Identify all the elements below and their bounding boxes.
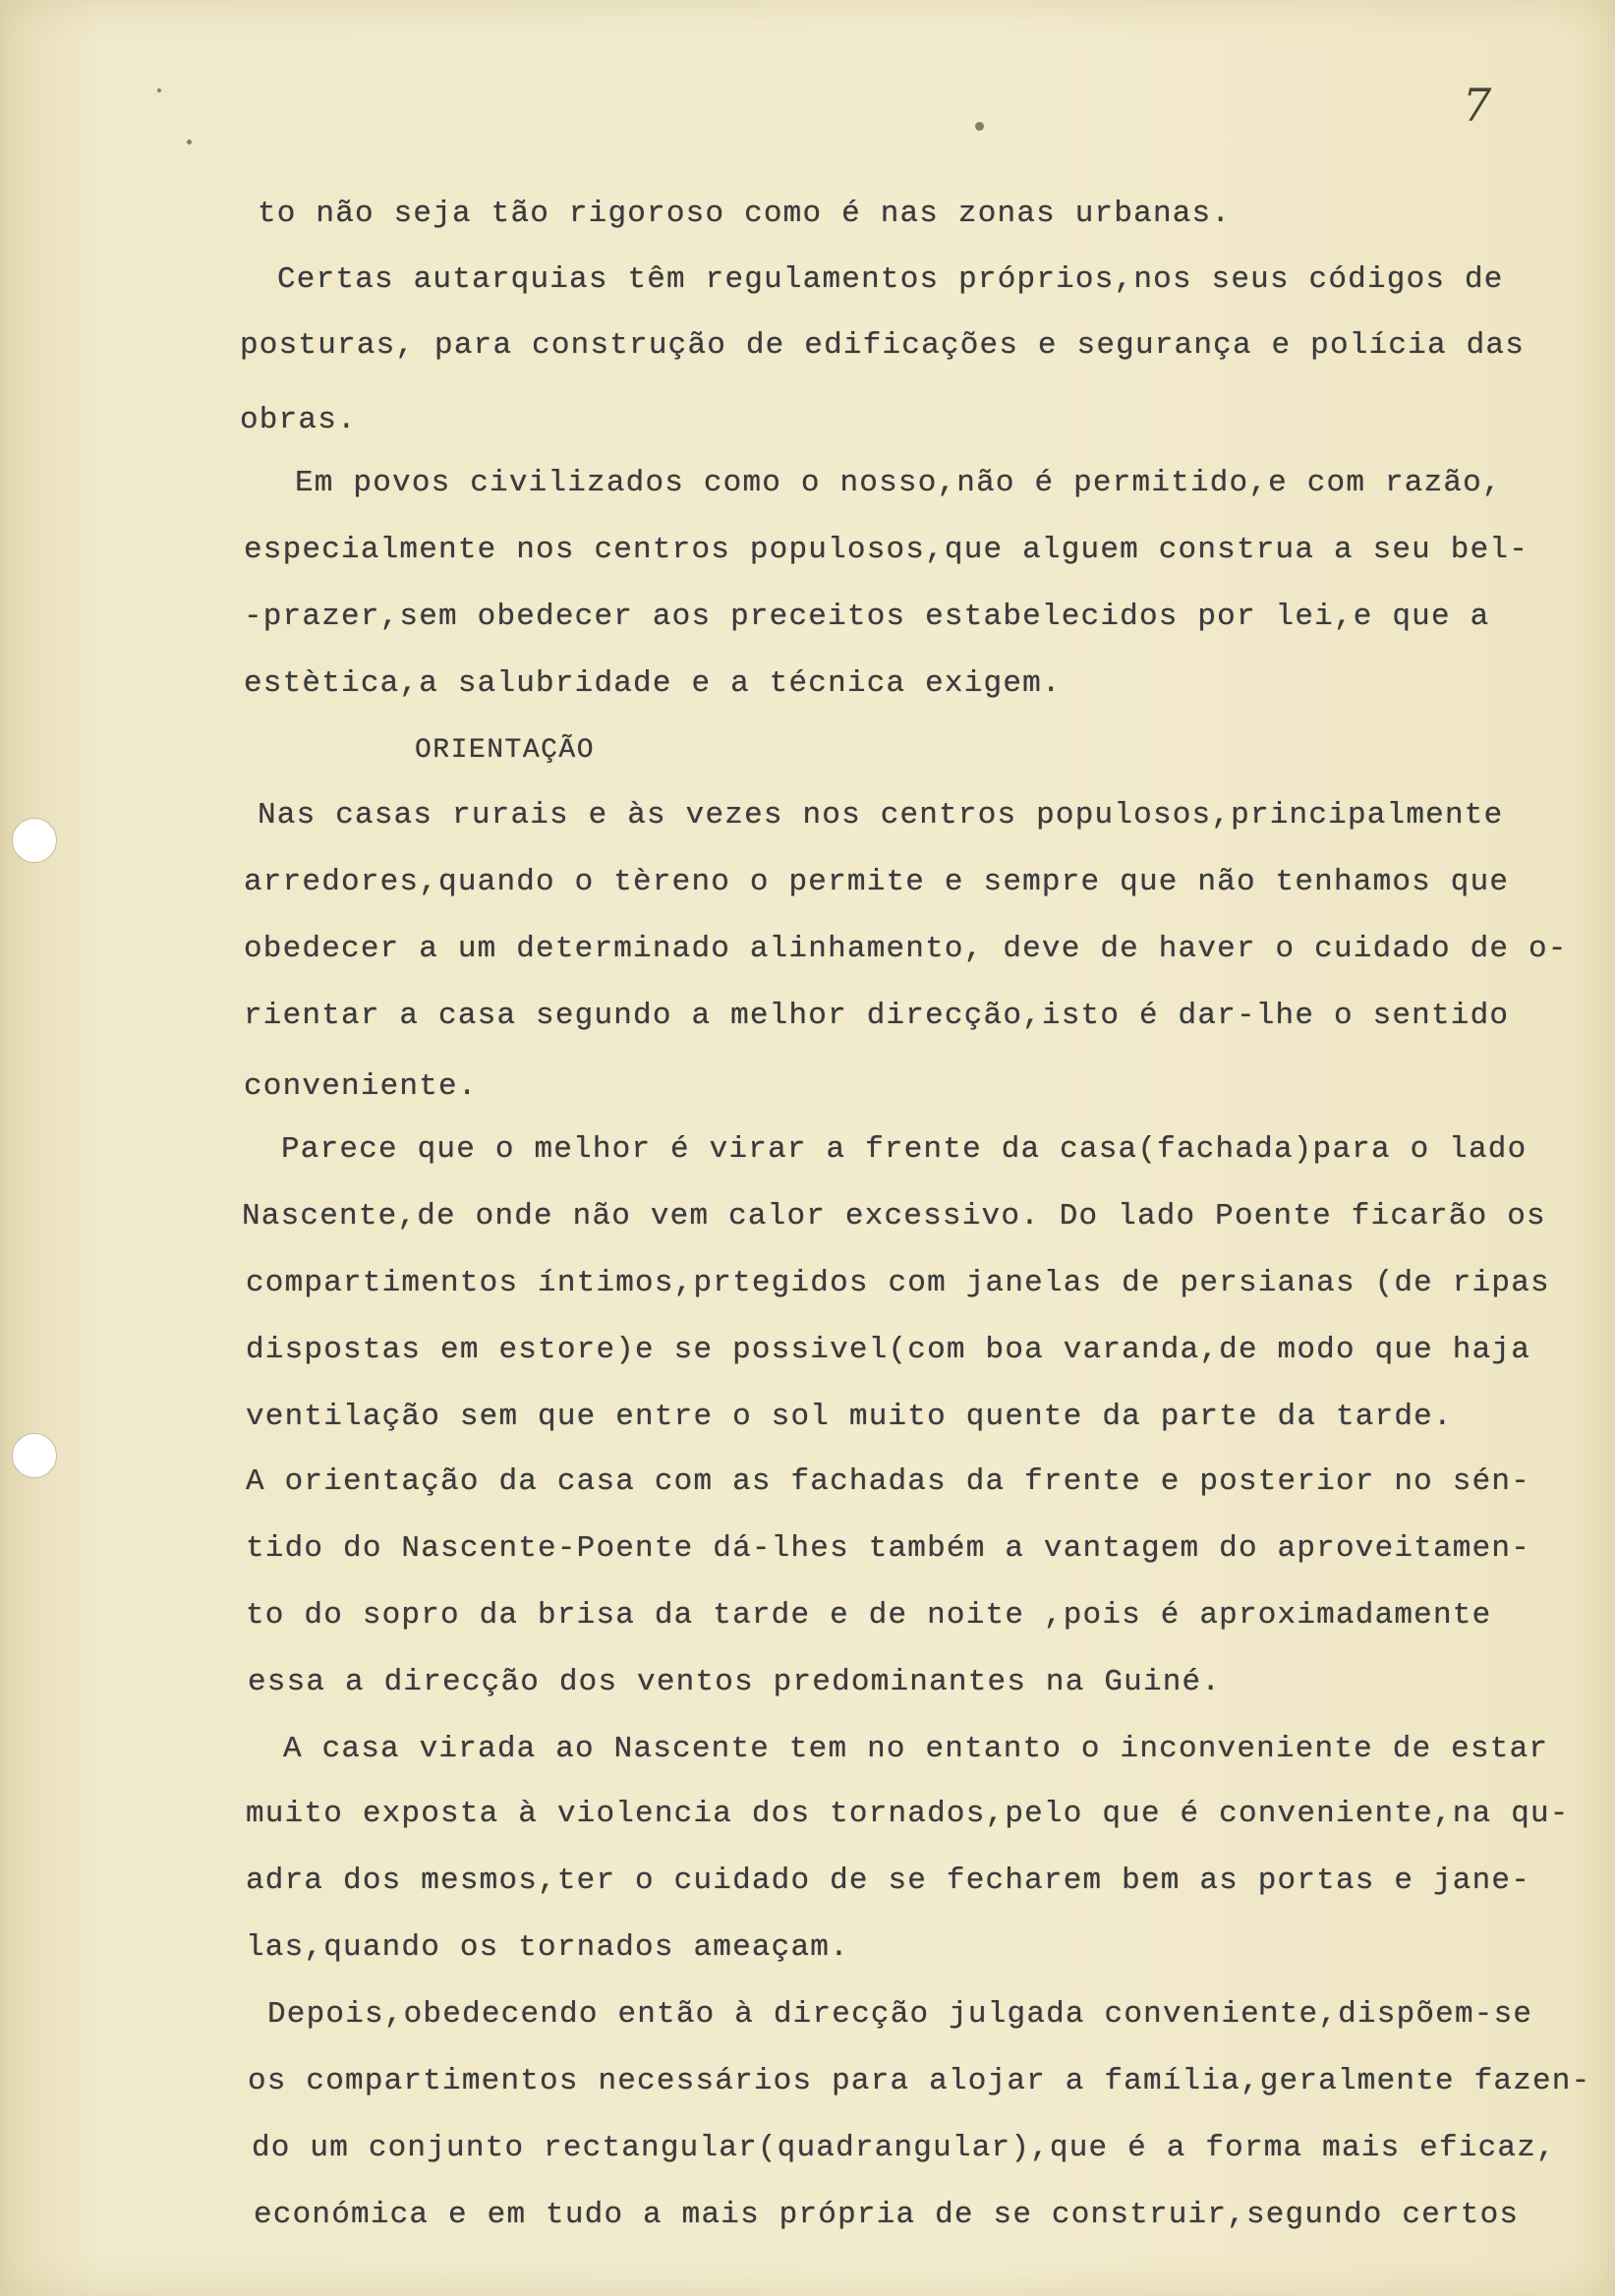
text-line: A orientação da casa com as fachadas da frente e posterior no sén- bbox=[246, 1464, 1530, 1499]
punch-hole-bottom bbox=[12, 1433, 57, 1478]
ink-spot bbox=[187, 140, 192, 144]
text-line: do um conjunto rectangular(quadrangular),que é a forma mais eficaz, bbox=[252, 2131, 1556, 2165]
text-line: Parece que o melhor é virar a frente da casa(fachada)para o lado bbox=[281, 1132, 1528, 1167]
text-line: ventilação sem que entre o sol muito quente da parte da tarde. bbox=[246, 1400, 1453, 1434]
text-line: Nascente,de onde não vem calor excessivo. Do lado Poente ficarão os bbox=[242, 1199, 1546, 1234]
text-line: Certas autarquias têm regulamentos próprios,nos seus códigos de bbox=[277, 262, 1504, 297]
ink-spot bbox=[157, 88, 161, 92]
text-line: os compartimentos necessários para alojar a família,geralmente fazen- bbox=[248, 2064, 1591, 2098]
punch-hole-top bbox=[12, 818, 57, 863]
text-line: Depois,obedecendo então à direcção julgada conveniente,dispõem-se bbox=[267, 1997, 1533, 2032]
text-line: obedecer a um determinado alinhamento, deve de haver o cuidado de o- bbox=[244, 932, 1568, 966]
page-number: 7 bbox=[1463, 79, 1492, 132]
text-line: estètica,a salubridade e a técnica exigem. bbox=[244, 666, 1062, 701]
text-line: rientar a casa segundo a melhor direcção,isto é dar-lhe o sentido bbox=[244, 999, 1510, 1033]
text-line: -prazer,sem obedecer aos preceitos estabelecidos por lei,e que a bbox=[244, 600, 1490, 634]
section-heading: ORIENTAÇÃO bbox=[415, 735, 596, 766]
text-line: compartimentos íntimos,prtegidos com janelas de persianas (de ripas bbox=[246, 1266, 1550, 1300]
text-line: muito exposta à violencia dos tornados,pelo que é conveniente,na qu- bbox=[246, 1797, 1570, 1831]
text-line: to do sopro da brisa da tarde e de noite ,pois é aproximadamente bbox=[246, 1598, 1492, 1633]
text-line: conveniente. bbox=[244, 1069, 478, 1104]
text-line: tido do Nascente-Poente dá-lhes também a vantagem do aproveitamen- bbox=[246, 1531, 1530, 1566]
text-line: arredores,quando o tèreno o permite e sempre que não tenhamos que bbox=[244, 865, 1510, 899]
text-line: posturas, para construção de edificações e segurança e polícia das bbox=[240, 328, 1525, 363]
text-line: Nas casas rurais e às vezes nos centros populosos,principalmente bbox=[258, 798, 1504, 832]
text-line: to não seja tão rigoroso como é nas zonas urbanas. bbox=[258, 197, 1232, 231]
text-line: dispostas em estore)e se possivel(com boa varanda,de modo que haja bbox=[246, 1333, 1530, 1367]
text-line: especialmente nos centros populosos,que alguem construa a seu bel- bbox=[244, 533, 1528, 567]
ink-spot bbox=[975, 122, 984, 131]
text-line: económica e em tudo a mais própria de se construir,segundo certos bbox=[254, 2198, 1520, 2232]
text-line: las,quando os tornados ameaçam. bbox=[246, 1930, 849, 1965]
text-line: adra dos mesmos,ter o cuidado de se fecharem bem as portas e jane- bbox=[246, 1864, 1530, 1898]
text-line: A casa virada ao Nascente tem no entanto o inconveniente de estar bbox=[283, 1732, 1549, 1766]
text-line: Em povos civilizados como o nosso,não é permitido,e com razão, bbox=[295, 466, 1502, 500]
text-line: obras. bbox=[240, 403, 357, 437]
text-line: essa a direcção dos ventos predominantes na Guiné. bbox=[248, 1665, 1222, 1699]
